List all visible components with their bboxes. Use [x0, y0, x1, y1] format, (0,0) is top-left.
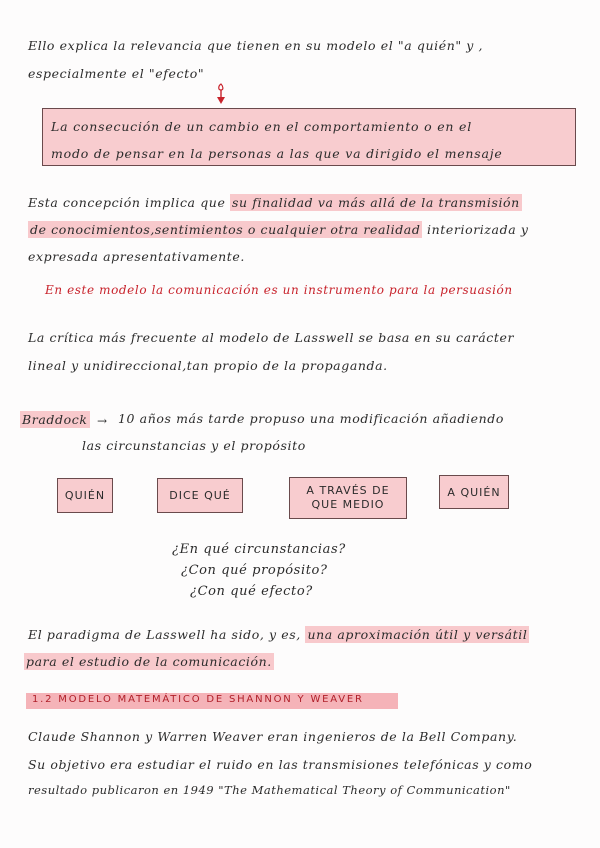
braddock-line-1: 10 años más tarde propuso una modificación añadiendo [118, 411, 504, 426]
flow-box-channel: A TRAVÉS DE QUE MEDIO [289, 477, 407, 519]
paragraph-4-line-2 [24, 654, 274, 669]
flow-box-says-what: DICE QUÉ [157, 478, 243, 513]
section-heading [26, 693, 398, 709]
paragraph-2-line-3: expresada apresentativamente. [28, 249, 245, 264]
effect-box-line-2: modo de pensar en la personas a las que va dirigido el mensaje [51, 146, 503, 161]
highlight-aproximacion: una aproximación útil y versátil [307, 627, 528, 642]
highlight-finalidad: su finalidad va más allá de la transmisión [232, 195, 520, 210]
highlight-conocimientos: de conocimientos,sentimientos o cualquier otra realidad [30, 222, 421, 237]
effect-box-line-1: La consecución de un cambio en el comportamiento o en el [51, 119, 473, 134]
paragraph-2-line-2 [28, 222, 529, 237]
paragraph-3-line-1: La crítica más frecuente al modelo de Lasswell se basa en su carácter [28, 330, 515, 345]
paragraph-2-line-1 [28, 195, 522, 210]
paragraph-4-line-1 [28, 627, 529, 642]
braddock-name: Braddock [22, 412, 88, 427]
effect-definition-box [42, 108, 576, 166]
persuasion-note: En este modelo la comunicación es un instrumento para la persuasión [45, 283, 513, 297]
flow-box-who: QUIÉN [57, 478, 113, 513]
highlight-estudio: para el estudio de la comunicación. [26, 654, 272, 669]
section-heading-text: 1.2 MODELO MATEMÁTICO DE SHANNON Y WEAVER [32, 694, 364, 705]
braddock-line-2: las circunstancias y el propósito [82, 438, 306, 453]
paragraph-5-line-1: Claude Shannon y Warren Weaver eran ingenieros de la Bell Company. [28, 729, 518, 744]
paragraph-3-line-2: lineal y unidireccional,tan propio de la propaganda. [28, 358, 388, 373]
flow-box-to-whom: A QUIÉN [439, 475, 509, 509]
paragraph-1-line-1: Ello explica la relevancia que tienen en su modelo el "a quién" y , [28, 38, 484, 53]
right-arrow-icon: → [97, 414, 108, 428]
paragraph-5-line-3: resultado publicaron en 1949 "The Mathematical Theory of Communication" [28, 783, 511, 797]
paragraph-1-line-2: especialmente el "efecto" [28, 66, 205, 81]
question-circumstances: ¿En qué circunstancias? [172, 542, 346, 557]
paragraph-4-line-1-start: El paradigma de Lasswell ha sido, y es, [28, 627, 301, 642]
question-effect: ¿Con qué efecto? [190, 584, 313, 599]
question-purpose: ¿Con qué propósito? [181, 563, 328, 578]
paragraph-2-line-1-start: Esta concepción implica que [28, 195, 226, 210]
paragraph-2-line-2-end: interiorizada y [427, 222, 529, 237]
down-arrow-icon [215, 82, 227, 106]
paragraph-5-line-2: Su objetivo era estudiar el ruido en las transmisiones telefónicas y como [28, 757, 533, 772]
